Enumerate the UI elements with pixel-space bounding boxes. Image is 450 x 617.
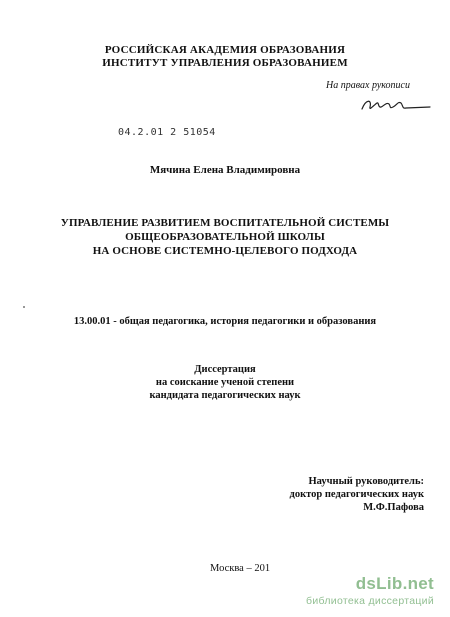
author-name: Мячина Елена Владимировна (149, 164, 301, 176)
supervisor-degree: доктор педагогических наук (289, 489, 424, 500)
supervisor-name: М.Ф.Пафова (363, 502, 424, 513)
title-line-1: УПРАВЛЕНИЕ РАЗВИТИЕМ ВОСПИТАТЕЛЬНОЙ СИСТЕМЫ (60, 217, 390, 229)
manuscript-note: На правах рукописи (326, 80, 410, 91)
title-line-3: НА ОСНОВЕ СИСТЕМНО-ЦЕЛЕВОГО ПОДХОДА (92, 245, 358, 257)
scan-dot (23, 306, 25, 308)
signature-icon (360, 95, 432, 115)
watermark (306, 574, 434, 607)
watermark-logo-text: dsLib.net (355, 574, 434, 593)
specialty-code: 13.00.01 - общая педагогика, история педагогики и образования (73, 316, 377, 327)
dissertation-line-2: на соискание ученой степени (155, 377, 295, 388)
city-year: Москва – 201 (210, 563, 271, 574)
org-line-1: РОССИЙСКАЯ АКАДЕМИЯ ОБРАЗОВАНИЯ (104, 44, 346, 56)
archive-stamp: 04.2.01 2 51054 (118, 127, 216, 138)
supervisor-label: Научный руководитель: (308, 476, 424, 487)
dissertation-line-3: кандидата педагогических наук (149, 390, 301, 401)
dissertation-line-1: Диссертация (194, 364, 256, 375)
org-line-2: ИНСТИТУТ УПРАВЛЕНИЯ ОБРАЗОВАНИЕМ (102, 57, 348, 69)
watermark-subtitle: библиотека диссертаций (306, 595, 434, 607)
title-line-2: ОБЩЕОБРАЗОВАТЕЛЬНОЙ ШКОЛЫ (125, 231, 325, 243)
